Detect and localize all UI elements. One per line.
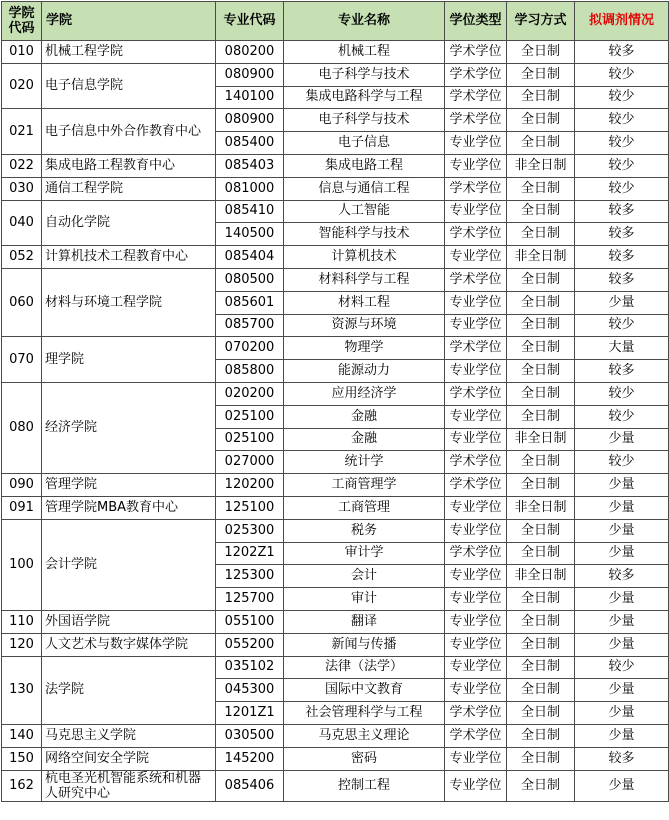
school-code-cell: 030 [2, 177, 42, 200]
school-name-cell: 计算机技术工程教育中心 [42, 246, 216, 269]
major-name-cell: 材料科学与工程 [284, 268, 445, 291]
header-school: 学院 [42, 2, 216, 41]
major-name-cell: 智能科学与技术 [284, 223, 445, 246]
study-mode-cell: 非全日制 [507, 565, 575, 588]
school-code-cell: 120 [2, 633, 42, 656]
study-mode-cell: 全日制 [507, 542, 575, 565]
adjust-status-cell: 较多 [575, 268, 669, 291]
degree-type-cell: 学术学位 [445, 109, 507, 132]
major-name-cell: 会计 [284, 565, 445, 588]
school-name-cell: 杭电圣光机智能系统和机器人研究中心 [42, 770, 216, 801]
major-code-cell: 085410 [216, 200, 284, 223]
study-mode-cell: 全日制 [507, 382, 575, 405]
study-mode-cell: 全日制 [507, 519, 575, 542]
major-code-cell: 081000 [216, 177, 284, 200]
study-mode-cell: 全日制 [507, 337, 575, 360]
school-code-cell: 052 [2, 246, 42, 269]
table-row [2, 747, 669, 770]
major-code-cell: 070200 [216, 337, 284, 360]
table-row [2, 41, 669, 64]
table-row [2, 63, 669, 86]
school-code-cell: 130 [2, 656, 42, 724]
table-row [2, 656, 669, 679]
header-major-code: 专业代码 [216, 2, 284, 41]
adjust-status-cell: 少量 [575, 519, 669, 542]
major-name-cell: 密码 [284, 747, 445, 770]
study-mode-cell: 非全日制 [507, 246, 575, 269]
adjust-status-cell: 少量 [575, 633, 669, 656]
degree-type-cell: 专业学位 [445, 656, 507, 679]
table-row [2, 200, 669, 223]
major-name-cell: 人工智能 [284, 200, 445, 223]
degree-type-cell: 专业学位 [445, 291, 507, 314]
major-code-cell: 055100 [216, 610, 284, 633]
table-row [2, 154, 669, 177]
degree-type-cell: 专业学位 [445, 314, 507, 337]
major-code-cell: 035102 [216, 656, 284, 679]
adjust-status-cell: 较多 [575, 747, 669, 770]
school-code-cell: 070 [2, 337, 42, 383]
study-mode-cell: 全日制 [507, 656, 575, 679]
adjust-status-cell: 少量 [575, 724, 669, 747]
study-mode-cell: 全日制 [507, 223, 575, 246]
study-mode-cell: 全日制 [507, 177, 575, 200]
adjust-status-cell: 较少 [575, 451, 669, 474]
degree-type-cell: 专业学位 [445, 496, 507, 519]
school-name-cell: 机械工程学院 [42, 41, 216, 64]
study-mode-cell: 全日制 [507, 633, 575, 656]
adjust-status-cell: 较少 [575, 109, 669, 132]
major-code-cell: 020200 [216, 382, 284, 405]
major-code-cell: 085406 [216, 770, 284, 801]
major-name-cell: 集成电路工程 [284, 154, 445, 177]
school-code-cell: 020 [2, 63, 42, 109]
degree-type-cell: 专业学位 [445, 519, 507, 542]
major-code-cell: 055200 [216, 633, 284, 656]
major-code-cell: 085400 [216, 132, 284, 155]
table-row [2, 770, 669, 801]
school-code-cell: 040 [2, 200, 42, 246]
major-name-cell: 电子信息 [284, 132, 445, 155]
adjust-status-cell: 较多 [575, 200, 669, 223]
major-name-cell: 社会管理科学与工程 [284, 702, 445, 725]
table-row [2, 337, 669, 360]
school-name-cell: 管理学院MBA教育中心 [42, 496, 216, 519]
study-mode-cell: 全日制 [507, 610, 575, 633]
adjust-status-cell: 少量 [575, 428, 669, 451]
study-mode-cell: 全日制 [507, 474, 575, 497]
adjust-status-cell: 较多 [575, 246, 669, 269]
degree-type-cell: 学术学位 [445, 86, 507, 109]
major-name-cell: 物理学 [284, 337, 445, 360]
adjust-status-cell: 少量 [575, 610, 669, 633]
school-name-cell: 电子信息学院 [42, 63, 216, 109]
adjust-status-cell: 少量 [575, 496, 669, 519]
degree-type-cell: 专业学位 [445, 405, 507, 428]
school-code-cell: 022 [2, 154, 42, 177]
major-code-cell: 145200 [216, 747, 284, 770]
header-major-name: 专业名称 [284, 2, 445, 41]
school-name-cell: 管理学院 [42, 474, 216, 497]
major-name-cell: 国际中文教育 [284, 679, 445, 702]
major-code-cell: 125100 [216, 496, 284, 519]
school-code-cell: 060 [2, 268, 42, 336]
table-row [2, 610, 669, 633]
major-code-cell: 140100 [216, 86, 284, 109]
major-code-cell: 140500 [216, 223, 284, 246]
major-name-cell: 审计学 [284, 542, 445, 565]
major-code-cell: 125300 [216, 565, 284, 588]
table-body [2, 41, 669, 802]
school-code-cell: 091 [2, 496, 42, 519]
adjust-status-cell: 少量 [575, 474, 669, 497]
major-code-cell: 1201Z1 [216, 702, 284, 725]
major-code-cell: 027000 [216, 451, 284, 474]
study-mode-cell: 全日制 [507, 724, 575, 747]
study-mode-cell: 全日制 [507, 588, 575, 611]
major-name-cell: 统计学 [284, 451, 445, 474]
major-name-cell: 集成电路科学与工程 [284, 86, 445, 109]
table-row [2, 177, 669, 200]
study-mode-cell: 全日制 [507, 132, 575, 155]
major-name-cell: 信息与通信工程 [284, 177, 445, 200]
adjust-status-cell: 较少 [575, 154, 669, 177]
study-mode-cell: 全日制 [507, 63, 575, 86]
major-code-cell: 025100 [216, 428, 284, 451]
header-school-code: 学院代码 [2, 2, 42, 41]
study-mode-cell: 全日制 [507, 291, 575, 314]
degree-type-cell: 学术学位 [445, 451, 507, 474]
school-code-cell: 080 [2, 382, 42, 473]
major-name-cell: 翻译 [284, 610, 445, 633]
major-code-cell: 085800 [216, 360, 284, 383]
school-name-cell: 会计学院 [42, 519, 216, 610]
adjust-status-cell: 较少 [575, 86, 669, 109]
adjust-status-cell: 较少 [575, 132, 669, 155]
adjust-status-cell: 较少 [575, 382, 669, 405]
major-name-cell: 税务 [284, 519, 445, 542]
major-code-cell: 125700 [216, 588, 284, 611]
degree-type-cell: 专业学位 [445, 360, 507, 383]
major-name-cell: 应用经济学 [284, 382, 445, 405]
school-code-cell: 021 [2, 109, 42, 155]
study-mode-cell: 全日制 [507, 405, 575, 428]
table-row [2, 724, 669, 747]
major-name-cell: 金融 [284, 405, 445, 428]
header-degree-type: 学位类型 [445, 2, 507, 41]
major-name-cell: 新闻与传播 [284, 633, 445, 656]
study-mode-cell: 全日制 [507, 451, 575, 474]
study-mode-cell: 全日制 [507, 360, 575, 383]
school-name-cell: 经济学院 [42, 382, 216, 473]
major-code-cell: 080900 [216, 63, 284, 86]
degree-type-cell: 专业学位 [445, 154, 507, 177]
degree-type-cell: 专业学位 [445, 633, 507, 656]
school-code-cell: 150 [2, 747, 42, 770]
degree-type-cell: 学术学位 [445, 542, 507, 565]
major-name-cell: 计算机技术 [284, 246, 445, 269]
major-name-cell: 法律（法学） [284, 656, 445, 679]
major-name-cell: 资源与环境 [284, 314, 445, 337]
study-mode-cell: 全日制 [507, 770, 575, 801]
school-name-cell: 理学院 [42, 337, 216, 383]
study-mode-cell: 全日制 [507, 41, 575, 64]
major-code-cell: 085404 [216, 246, 284, 269]
adjustment-table [1, 1, 669, 802]
adjust-status-cell: 较少 [575, 177, 669, 200]
major-name-cell: 工商管理学 [284, 474, 445, 497]
major-code-cell: 1202Z1 [216, 542, 284, 565]
school-name-cell: 自动化学院 [42, 200, 216, 246]
school-name-cell: 集成电路工程教育中心 [42, 154, 216, 177]
major-name-cell: 能源动力 [284, 360, 445, 383]
table-row [2, 496, 669, 519]
adjust-status-cell: 较多 [575, 565, 669, 588]
table-row [2, 474, 669, 497]
major-name-cell: 机械工程 [284, 41, 445, 64]
major-name-cell: 马克思主义理论 [284, 724, 445, 747]
major-name-cell: 金融 [284, 428, 445, 451]
major-code-cell: 025300 [216, 519, 284, 542]
degree-type-cell: 学术学位 [445, 702, 507, 725]
degree-type-cell: 专业学位 [445, 132, 507, 155]
adjust-status-cell: 少量 [575, 542, 669, 565]
degree-type-cell: 专业学位 [445, 200, 507, 223]
study-mode-cell: 全日制 [507, 268, 575, 291]
school-name-cell: 通信工程学院 [42, 177, 216, 200]
major-name-cell: 电子科学与技术 [284, 63, 445, 86]
adjust-status-cell: 较少 [575, 63, 669, 86]
header-adjust-status: 拟调剂情况 [575, 2, 669, 41]
major-code-cell: 085700 [216, 314, 284, 337]
major-code-cell: 080200 [216, 41, 284, 64]
major-name-cell: 审计 [284, 588, 445, 611]
study-mode-cell: 全日制 [507, 702, 575, 725]
table-row [2, 633, 669, 656]
school-name-cell: 外国语学院 [42, 610, 216, 633]
degree-type-cell: 学术学位 [445, 474, 507, 497]
adjust-status-cell: 较少 [575, 314, 669, 337]
degree-type-cell: 学术学位 [445, 724, 507, 747]
degree-type-cell: 学术学位 [445, 223, 507, 246]
degree-type-cell: 学术学位 [445, 63, 507, 86]
adjust-status-cell: 较少 [575, 405, 669, 428]
study-mode-cell: 全日制 [507, 679, 575, 702]
degree-type-cell: 专业学位 [445, 679, 507, 702]
degree-type-cell: 专业学位 [445, 770, 507, 801]
school-name-cell: 人文艺术与数字媒体学院 [42, 633, 216, 656]
table-row [2, 268, 669, 291]
major-code-cell: 025100 [216, 405, 284, 428]
adjust-status-cell: 较多 [575, 41, 669, 64]
school-name-cell: 法学院 [42, 656, 216, 724]
adjust-status-cell: 少量 [575, 770, 669, 801]
school-code-cell: 162 [2, 770, 42, 801]
adjust-status-cell: 少量 [575, 702, 669, 725]
table-row [2, 382, 669, 405]
adjust-status-cell: 少量 [575, 291, 669, 314]
degree-type-cell: 专业学位 [445, 246, 507, 269]
major-name-cell: 工商管理 [284, 496, 445, 519]
school-code-cell: 110 [2, 610, 42, 633]
degree-type-cell: 学术学位 [445, 337, 507, 360]
adjust-status-cell: 少量 [575, 679, 669, 702]
major-code-cell: 045300 [216, 679, 284, 702]
study-mode-cell: 全日制 [507, 109, 575, 132]
degree-type-cell: 专业学位 [445, 428, 507, 451]
header-study-mode: 学习方式 [507, 2, 575, 41]
major-code-cell: 120200 [216, 474, 284, 497]
table-row [2, 246, 669, 269]
major-code-cell: 085601 [216, 291, 284, 314]
degree-type-cell: 专业学位 [445, 610, 507, 633]
study-mode-cell: 非全日制 [507, 154, 575, 177]
study-mode-cell: 全日制 [507, 314, 575, 337]
major-name-cell: 电子科学与技术 [284, 109, 445, 132]
degree-type-cell: 学术学位 [445, 177, 507, 200]
degree-type-cell: 学术学位 [445, 41, 507, 64]
school-code-cell: 140 [2, 724, 42, 747]
school-name-cell: 电子信息中外合作教育中心 [42, 109, 216, 155]
study-mode-cell: 全日制 [507, 747, 575, 770]
degree-type-cell: 专业学位 [445, 588, 507, 611]
adjust-status-cell: 较少 [575, 656, 669, 679]
degree-type-cell: 学术学位 [445, 382, 507, 405]
school-code-cell: 100 [2, 519, 42, 610]
adjust-status-cell: 少量 [575, 588, 669, 611]
major-name-cell: 控制工程 [284, 770, 445, 801]
adjust-status-cell: 较多 [575, 223, 669, 246]
major-code-cell: 085403 [216, 154, 284, 177]
adjust-status-cell: 较多 [575, 360, 669, 383]
school-code-cell: 090 [2, 474, 42, 497]
major-name-cell: 材料工程 [284, 291, 445, 314]
major-code-cell: 080900 [216, 109, 284, 132]
study-mode-cell: 全日制 [507, 86, 575, 109]
school-name-cell: 网络空间安全学院 [42, 747, 216, 770]
degree-type-cell: 专业学位 [445, 565, 507, 588]
degree-type-cell: 专业学位 [445, 747, 507, 770]
study-mode-cell: 非全日制 [507, 496, 575, 519]
school-code-cell: 010 [2, 41, 42, 64]
header-row [2, 2, 669, 41]
major-code-cell: 030500 [216, 724, 284, 747]
school-name-cell: 马克思主义学院 [42, 724, 216, 747]
adjust-status-cell: 大量 [575, 337, 669, 360]
degree-type-cell: 学术学位 [445, 268, 507, 291]
study-mode-cell: 全日制 [507, 200, 575, 223]
study-mode-cell: 非全日制 [507, 428, 575, 451]
table-row [2, 519, 669, 542]
major-code-cell: 080500 [216, 268, 284, 291]
table-row [2, 109, 669, 132]
school-name-cell: 材料与环境工程学院 [42, 268, 216, 336]
